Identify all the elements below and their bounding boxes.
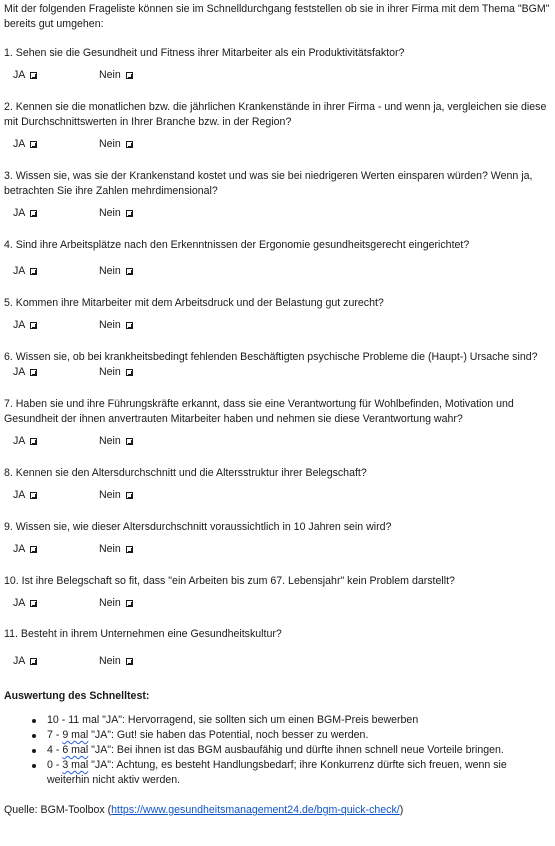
answer-ja-option[interactable] bbox=[13, 68, 37, 83]
bullet-icon bbox=[32, 764, 36, 768]
ja-label: JA bbox=[13, 366, 26, 378]
evaluation-range-count: 9 mal bbox=[62, 729, 89, 741]
answer-row bbox=[13, 654, 550, 669]
checkbox-icon[interactable] bbox=[30, 492, 37, 499]
answer-row bbox=[13, 264, 550, 279]
ja-label: JA bbox=[13, 207, 26, 219]
checkbox-icon[interactable] bbox=[126, 600, 133, 607]
ja-label: JA bbox=[13, 655, 26, 667]
answer-row bbox=[13, 206, 550, 221]
intro-text: Mit der folgenden Frageliste können sie im Schnelldurchgang feststellen ob sie in ihrer Firma mit dem Thema "BGM" bereits gut umgehen: bbox=[4, 3, 550, 30]
source-label: Quelle: BGM-Toolbox ( bbox=[4, 804, 112, 816]
evaluation-item bbox=[4, 728, 550, 743]
checkbox-icon[interactable] bbox=[126, 369, 133, 376]
answer-nein-option[interactable] bbox=[99, 68, 133, 83]
checkbox-icon[interactable] bbox=[30, 438, 37, 445]
answer-nein-option[interactable] bbox=[99, 137, 133, 152]
checkbox-icon[interactable] bbox=[30, 72, 37, 79]
answer-ja-option[interactable] bbox=[13, 654, 37, 669]
checkbox-icon[interactable] bbox=[126, 72, 133, 79]
ja-label: JA bbox=[13, 319, 26, 331]
bullet-icon bbox=[32, 749, 36, 753]
ja-label: JA bbox=[13, 489, 26, 501]
source-suffix: ) bbox=[399, 804, 404, 816]
checkbox-icon[interactable] bbox=[126, 268, 133, 275]
question-list bbox=[4, 46, 550, 669]
checkbox-icon[interactable] bbox=[126, 546, 133, 553]
checkbox-icon[interactable] bbox=[126, 141, 133, 148]
evaluation-text: "JA": Achtung, es besteht Handlungsbedarf; ihre Konkurrenz dürfte sich freuen, wenn sie weiterhin nicht aktiv werden. bbox=[47, 759, 507, 786]
checkbox-icon[interactable] bbox=[30, 369, 37, 376]
answer-ja-option[interactable] bbox=[13, 206, 37, 221]
question-2: 2. Kennen sie die monatlichen bzw. die jährlichen Krankenstände in ihrer Firma - und wenn ja, vergleichen sie diese mit Durchschnittswerten in Ihrer Branche bzw. in der Region? bbox=[4, 101, 547, 128]
answer-ja-option[interactable] bbox=[13, 365, 37, 380]
nein-label: Nein bbox=[99, 655, 121, 667]
ja-label: JA bbox=[13, 435, 26, 447]
answer-row bbox=[13, 434, 550, 449]
answer-ja-option[interactable] bbox=[13, 137, 37, 152]
checkbox-icon[interactable] bbox=[30, 658, 37, 665]
nein-label: Nein bbox=[99, 319, 121, 331]
checkbox-icon[interactable] bbox=[30, 268, 37, 275]
answer-ja-option[interactable] bbox=[13, 596, 37, 611]
bullet-icon bbox=[32, 734, 36, 738]
question-5: 5. Kommen ihre Mitarbeiter mit dem Arbeitsdruck und der Belastung gut zurecht? bbox=[4, 297, 384, 309]
answer-ja-option[interactable] bbox=[13, 542, 37, 557]
answer-nein-option[interactable] bbox=[99, 654, 133, 669]
answer-ja-option[interactable] bbox=[13, 318, 37, 333]
evaluation-item bbox=[4, 758, 550, 788]
checkbox-icon[interactable] bbox=[126, 322, 133, 329]
nein-label: Nein bbox=[99, 543, 121, 555]
evaluation-text: "JA": Bei ihnen ist das BGM ausbaufähig und dürfte ihnen schnell neue Vorteile bringen. bbox=[88, 744, 504, 756]
answer-row bbox=[13, 596, 550, 611]
ja-label: JA bbox=[13, 265, 26, 277]
nein-label: Nein bbox=[99, 69, 121, 81]
checkbox-icon[interactable] bbox=[30, 546, 37, 553]
ja-label: JA bbox=[13, 138, 26, 150]
evaluation-item bbox=[4, 743, 550, 758]
checkbox-icon[interactable] bbox=[30, 600, 37, 607]
evaluation-range-count: 3 mal bbox=[62, 759, 89, 771]
answer-nein-option[interactable] bbox=[99, 542, 133, 557]
evaluation-list bbox=[4, 713, 550, 788]
answer-row bbox=[13, 137, 550, 152]
answer-nein-option[interactable] bbox=[99, 434, 133, 449]
answer-ja-option[interactable] bbox=[13, 434, 37, 449]
answer-row bbox=[13, 542, 550, 557]
answer-nein-option[interactable] bbox=[99, 264, 133, 279]
evaluation-text: "JA": Gut! sie haben das Potential, noch besser zu werden. bbox=[88, 729, 369, 741]
question-8: 8. Kennen sie den Altersdurchschnitt und die Altersstruktur ihrer Belegschaft? bbox=[4, 467, 367, 479]
question-11: 11. Besteht in ihrem Unternehmen eine Gesundheitskultur? bbox=[4, 628, 282, 640]
question-7: 7. Haben sie und ihre Führungskräfte erkannt, dass sie eine Verantwortung für Wohlbefinden, Motivation und Gesundheit der ihnen anvertrauten Mitarbeiter haben und nehmen sie diese Verantwortung wahr? bbox=[4, 398, 514, 425]
bullet-icon bbox=[32, 719, 36, 723]
nein-label: Nein bbox=[99, 366, 121, 378]
question-9: 9. Wissen sie, wie dieser Altersdurchschnitt voraussichtlich in 10 Jahren sein wird? bbox=[4, 521, 392, 533]
nein-label: Nein bbox=[99, 207, 121, 219]
evaluation-range: 0 - bbox=[47, 759, 63, 771]
checkbox-icon[interactable] bbox=[126, 658, 133, 665]
question-6: 6. Wissen sie, ob bei krankheitsbedingt fehlenden Beschäftigten psychische Probleme die (Haupt-) Ursache sind? bbox=[4, 351, 538, 363]
answer-nein-option[interactable] bbox=[99, 206, 133, 221]
evaluation-item bbox=[4, 713, 550, 728]
source-line bbox=[4, 803, 550, 818]
checkbox-icon[interactable] bbox=[30, 141, 37, 148]
answer-nein-option[interactable] bbox=[99, 365, 133, 380]
questionnaire-page bbox=[4, 2, 550, 829]
checkbox-icon[interactable] bbox=[30, 210, 37, 217]
ja-label: JA bbox=[13, 543, 26, 555]
answer-row bbox=[13, 365, 550, 380]
answer-row bbox=[13, 488, 550, 503]
source-link[interactable]: https://www.gesundheitsmanagement24.de/bgm-quick-check/ bbox=[111, 804, 400, 816]
evaluation-range-count: 6 mal bbox=[62, 744, 89, 756]
evaluation-range: 7 - bbox=[47, 729, 63, 741]
checkbox-icon[interactable] bbox=[126, 438, 133, 445]
nein-label: Nein bbox=[99, 597, 121, 609]
answer-nein-option[interactable] bbox=[99, 318, 133, 333]
ja-label: JA bbox=[13, 69, 26, 81]
answer-nein-option[interactable] bbox=[99, 488, 133, 503]
evaluation-title: Auswertung des Schnelltest: bbox=[4, 690, 150, 702]
answer-row bbox=[13, 68, 550, 83]
nein-label: Nein bbox=[99, 489, 121, 501]
evaluation-range: 4 - bbox=[47, 744, 63, 756]
question-10: 10. Ist ihre Belegschaft so fit, dass "ein Arbeiten bis zum 67. Lebensjahr" kein Problem darstellt? bbox=[4, 575, 455, 587]
question-1: 1. Sehen sie die Gesundheit und Fitness ihrer Mitarbeiter als ein Produktivitätsfaktor? bbox=[4, 47, 405, 59]
nein-label: Nein bbox=[99, 435, 121, 447]
nein-label: Nein bbox=[99, 265, 121, 277]
checkbox-icon[interactable] bbox=[126, 210, 133, 217]
checkbox-icon[interactable] bbox=[126, 492, 133, 499]
question-3: 3. Wissen sie, was sie der Krankenstand kostet und was sie bei niedrigeren Werten einsparen würden? Wenn ja, betrachten Sie ihre Zahlen mehrdimensional? bbox=[4, 170, 533, 197]
answer-ja-option[interactable] bbox=[13, 264, 37, 279]
question-4: 4. Sind ihre Arbeitsplätze nach den Erkenntnissen der Ergonomie gesundheitsgerecht eingerichtet? bbox=[4, 239, 470, 251]
answer-ja-option[interactable] bbox=[13, 488, 37, 503]
checkbox-icon[interactable] bbox=[30, 322, 37, 329]
answer-nein-option[interactable] bbox=[99, 596, 133, 611]
evaluation-range: 10 - 11 mal bbox=[47, 714, 100, 726]
nein-label: Nein bbox=[99, 138, 121, 150]
answer-row bbox=[13, 318, 550, 333]
evaluation-text: "JA": Hervorragend, sie sollten sich um einen BGM-Preis bewerben bbox=[99, 714, 419, 726]
ja-label: JA bbox=[13, 597, 26, 609]
